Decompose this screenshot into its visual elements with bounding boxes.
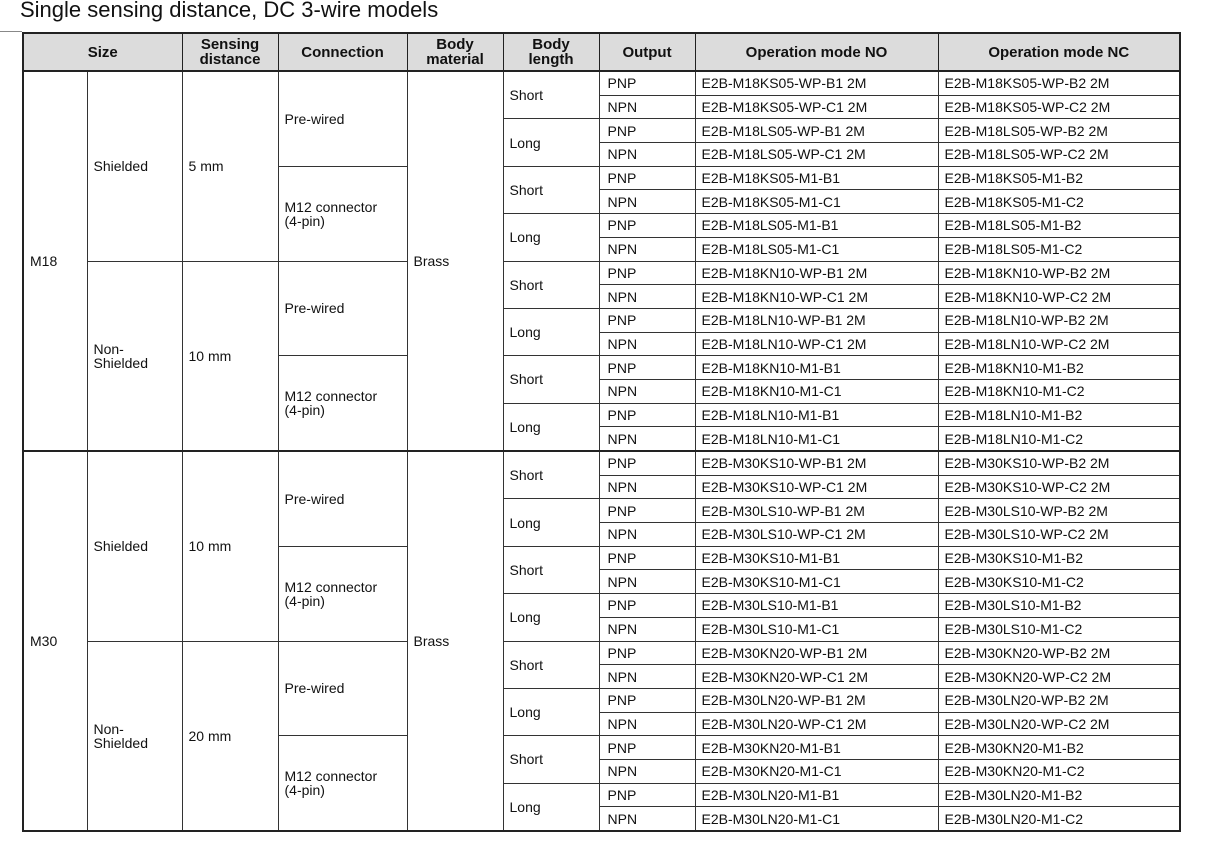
sensing-distance-cell: 10 mm (182, 261, 278, 451)
output-cell: NPN (599, 523, 695, 547)
operation-no-cell: E2B-M30LS10-M1-C1 (695, 617, 938, 641)
operation-no-cell: E2B-M18LN10-WP-B1 2M (695, 308, 938, 332)
operation-nc-cell: E2B-M18LS05-WP-C2 2M (938, 143, 1180, 167)
operation-no-cell: E2B-M30KS10-WP-B1 2M (695, 451, 938, 475)
operation-nc-cell: E2B-M18LN10-M1-B2 (938, 403, 1180, 427)
body-length-cell: Long (503, 214, 599, 261)
output-cell: NPN (599, 712, 695, 736)
connection-cell (278, 166, 407, 261)
header-sensing-distance-line-1: Sensing (200, 36, 260, 53)
output-cell: PNP (599, 783, 695, 807)
connection-cell (278, 261, 407, 356)
operation-no-cell: E2B-M18KN10-WP-B1 2M (695, 261, 938, 285)
header-output: Output (599, 33, 695, 71)
page-title: Single sensing distance, DC 3-wire models (20, 0, 439, 22)
operation-no-cell: E2B-M18KN10-M1-C1 (695, 379, 938, 403)
output-cell: PNP (599, 499, 695, 523)
body-length-cell: Long (503, 688, 599, 735)
connection-cell-line-2: (4-pin) (284, 402, 325, 419)
header-body-material-line-2: material (426, 51, 484, 68)
model-table (22, 32, 1181, 832)
table-row (23, 71, 1180, 95)
body-length-cell: Short (503, 736, 599, 783)
operation-no-cell: E2B-M30KS10-M1-C1 (695, 570, 938, 594)
body-length-cell: Long (503, 308, 599, 355)
shield-cell (87, 71, 182, 261)
operation-no-cell: E2B-M30LN20-M1-B1 (695, 783, 938, 807)
operation-no-cell: E2B-M30LS10-M1-B1 (695, 594, 938, 618)
operation-nc-cell: E2B-M30LS10-M1-B2 (938, 594, 1180, 618)
operation-nc-cell: E2B-M18LN10-M1-C2 (938, 427, 1180, 451)
operation-no-cell: E2B-M18KS05-M1-B1 (695, 166, 938, 190)
connection-cell (278, 451, 407, 546)
connection-cell (278, 546, 407, 641)
operation-no-cell: E2B-M18LS05-WP-C1 2M (695, 143, 938, 167)
connection-cell-line-2: (4-pin) (284, 212, 325, 229)
operation-no-cell: E2B-M18LN10-M1-C1 (695, 427, 938, 451)
connection-cell-line-1: M12 connector (284, 198, 378, 215)
shield-cell-line-1: Non- (93, 340, 124, 357)
header-body-material (407, 33, 503, 71)
output-cell: PNP (599, 261, 695, 285)
operation-nc-cell: E2B-M30KN20-M1-C2 (938, 759, 1180, 783)
header-body-material-line-1: Body (436, 36, 474, 53)
output-cell: PNP (599, 736, 695, 760)
header-operation-mode-nc: Operation mode NC (938, 33, 1180, 71)
output-cell: PNP (599, 641, 695, 665)
body-length-cell: Short (503, 356, 599, 403)
body-length-cell: Short (503, 451, 599, 499)
header-operation-mode-no: Operation mode NO (695, 33, 938, 71)
table-row (23, 261, 1180, 285)
connection-cell-line-1: M12 connector (284, 768, 378, 785)
connection-cell-line-2: (4-pin) (284, 782, 325, 799)
operation-nc-cell: E2B-M18KN10-M1-C2 (938, 379, 1180, 403)
table-body (23, 71, 1180, 831)
output-cell: NPN (599, 475, 695, 499)
body-length-cell: Short (503, 166, 599, 213)
operation-nc-cell: E2B-M30KN20-WP-C2 2M (938, 665, 1180, 689)
operation-no-cell: E2B-M18KS05-WP-B1 2M (695, 71, 938, 95)
connection-cell-line-1: Pre-wired (284, 680, 345, 697)
output-cell: PNP (599, 214, 695, 238)
operation-no-cell: E2B-M30LS10-WP-B1 2M (695, 499, 938, 523)
operation-nc-cell: E2B-M30KS10-WP-C2 2M (938, 475, 1180, 499)
operation-nc-cell: E2B-M18LS05-M1-C2 (938, 237, 1180, 261)
connection-cell (278, 71, 407, 166)
output-cell: PNP (599, 308, 695, 332)
output-cell: NPN (599, 427, 695, 451)
body-length-cell: Long (503, 403, 599, 451)
operation-no-cell: E2B-M30LN20-WP-C1 2M (695, 712, 938, 736)
output-cell: PNP (599, 166, 695, 190)
output-cell: NPN (599, 332, 695, 356)
body-length-cell: Short (503, 641, 599, 688)
operation-no-cell: E2B-M18KS05-M1-C1 (695, 190, 938, 214)
shield-cell (87, 261, 182, 451)
operation-nc-cell: E2B-M30KS10-WP-B2 2M (938, 451, 1180, 475)
output-cell: NPN (599, 807, 695, 831)
operation-nc-cell: E2B-M30LS10-M1-C2 (938, 617, 1180, 641)
connection-cell-line-1: Pre-wired (284, 490, 345, 507)
connection-cell-line-2: (4-pin) (284, 592, 325, 609)
output-cell: NPN (599, 95, 695, 119)
output-cell: NPN (599, 617, 695, 641)
connection-cell-line-1: M12 connector (284, 578, 378, 595)
operation-no-cell: E2B-M18KN10-M1-B1 (695, 356, 938, 380)
operation-nc-cell: E2B-M30KS10-M1-C2 (938, 570, 1180, 594)
body-material-cell: Brass (407, 451, 503, 831)
operation-no-cell: E2B-M30KN20-WP-B1 2M (695, 641, 938, 665)
size-cell: M18 (23, 71, 87, 451)
shield-cell (87, 451, 182, 641)
operation-nc-cell: E2B-M30LS10-WP-C2 2M (938, 523, 1180, 547)
operation-no-cell: E2B-M30KS10-M1-B1 (695, 546, 938, 570)
operation-no-cell: E2B-M30KS10-WP-C1 2M (695, 475, 938, 499)
operation-nc-cell: E2B-M30LN20-M1-B2 (938, 783, 1180, 807)
output-cell: PNP (599, 119, 695, 143)
operation-nc-cell: E2B-M18LN10-WP-C2 2M (938, 332, 1180, 356)
body-material-cell: Brass (407, 71, 503, 451)
operation-nc-cell: E2B-M18LS05-M1-B2 (938, 214, 1180, 238)
connection-cell-line-1: Pre-wired (284, 110, 345, 127)
operation-no-cell: E2B-M30LN20-WP-B1 2M (695, 688, 938, 712)
operation-no-cell: E2B-M30KN20-M1-C1 (695, 759, 938, 783)
shield-cell (87, 641, 182, 831)
title-rule (0, 31, 22, 32)
shield-cell-line-1: Non- (93, 720, 124, 737)
body-length-cell: Long (503, 499, 599, 546)
sensing-distance-cell: 20 mm (182, 641, 278, 831)
output-cell: PNP (599, 594, 695, 618)
operation-no-cell: E2B-M30LS10-WP-C1 2M (695, 523, 938, 547)
operation-nc-cell: E2B-M18KN10-M1-B2 (938, 356, 1180, 380)
header-size: Size (23, 33, 182, 71)
operation-no-cell: E2B-M30KN20-WP-C1 2M (695, 665, 938, 689)
size-cell: M30 (23, 451, 87, 831)
output-cell: PNP (599, 546, 695, 570)
body-length-cell: Long (503, 594, 599, 641)
body-length-cell: Short (503, 261, 599, 308)
operation-nc-cell: E2B-M18LS05-WP-B2 2M (938, 119, 1180, 143)
body-length-cell: Long (503, 119, 599, 166)
operation-no-cell: E2B-M18LN10-M1-B1 (695, 403, 938, 427)
header-body-length-line-1: Body (532, 36, 570, 53)
operation-nc-cell: E2B-M30LN20-WP-C2 2M (938, 712, 1180, 736)
operation-nc-cell: E2B-M18KS05-M1-C2 (938, 190, 1180, 214)
connection-cell (278, 736, 407, 831)
operation-no-cell: E2B-M30KN20-M1-B1 (695, 736, 938, 760)
operation-no-cell: E2B-M18KN10-WP-C1 2M (695, 285, 938, 309)
shield-cell-line-1: Shielded (93, 538, 148, 555)
operation-no-cell: E2B-M30LN20-M1-C1 (695, 807, 938, 831)
sensing-distance-cell: 5 mm (182, 71, 278, 261)
operation-nc-cell: E2B-M30LN20-M1-C2 (938, 807, 1180, 831)
body-length-cell: Short (503, 546, 599, 593)
operation-nc-cell: E2B-M18KS05-WP-B2 2M (938, 71, 1180, 95)
operation-no-cell: E2B-M18LS05-WP-B1 2M (695, 119, 938, 143)
operation-nc-cell: E2B-M30KN20-M1-B2 (938, 736, 1180, 760)
operation-nc-cell: E2B-M30LN20-WP-B2 2M (938, 688, 1180, 712)
output-cell: NPN (599, 190, 695, 214)
connection-cell (278, 356, 407, 451)
output-cell: NPN (599, 379, 695, 403)
operation-no-cell: E2B-M18LS05-M1-C1 (695, 237, 938, 261)
header-body-length (503, 33, 599, 71)
header-body-length-line-2: length (528, 51, 574, 68)
output-cell: PNP (599, 356, 695, 380)
operation-nc-cell: E2B-M18KS05-M1-B2 (938, 166, 1180, 190)
output-cell: NPN (599, 665, 695, 689)
shield-cell-line-2: Shielded (93, 354, 148, 371)
header-connection: Connection (278, 33, 407, 71)
body-length-cell: Short (503, 71, 599, 119)
operation-nc-cell: E2B-M18LN10-WP-B2 2M (938, 308, 1180, 332)
output-cell: PNP (599, 688, 695, 712)
sensing-distance-cell: 10 mm (182, 451, 278, 641)
table-row (23, 641, 1180, 665)
connection-cell (278, 641, 407, 736)
connection-cell-line-1: Pre-wired (284, 300, 345, 317)
shield-cell-line-2: Shielded (93, 734, 148, 751)
operation-nc-cell: E2B-M18KN10-WP-C2 2M (938, 285, 1180, 309)
operation-no-cell: E2B-M18LN10-WP-C1 2M (695, 332, 938, 356)
header-sensing-distance-line-2: distance (199, 51, 261, 68)
header-sensing-distance (182, 33, 278, 71)
operation-nc-cell: E2B-M30KS10-M1-B2 (938, 546, 1180, 570)
operation-nc-cell: E2B-M18KS05-WP-C2 2M (938, 95, 1180, 119)
output-cell: PNP (599, 403, 695, 427)
body-length-cell: Long (503, 783, 599, 831)
header-row (23, 33, 1180, 71)
output-cell: NPN (599, 143, 695, 167)
shield-cell-line-1: Shielded (93, 158, 148, 175)
operation-nc-cell: E2B-M30KN20-WP-B2 2M (938, 641, 1180, 665)
output-cell: NPN (599, 570, 695, 594)
output-cell: NPN (599, 759, 695, 783)
output-cell: PNP (599, 71, 695, 95)
output-cell: NPN (599, 237, 695, 261)
output-cell: NPN (599, 285, 695, 309)
operation-nc-cell: E2B-M18KN10-WP-B2 2M (938, 261, 1180, 285)
operation-nc-cell: E2B-M30LS10-WP-B2 2M (938, 499, 1180, 523)
connection-cell-line-1: M12 connector (284, 388, 378, 405)
output-cell: PNP (599, 451, 695, 475)
table-row (23, 451, 1180, 475)
operation-no-cell: E2B-M18LS05-M1-B1 (695, 214, 938, 238)
operation-no-cell: E2B-M18KS05-WP-C1 2M (695, 95, 938, 119)
